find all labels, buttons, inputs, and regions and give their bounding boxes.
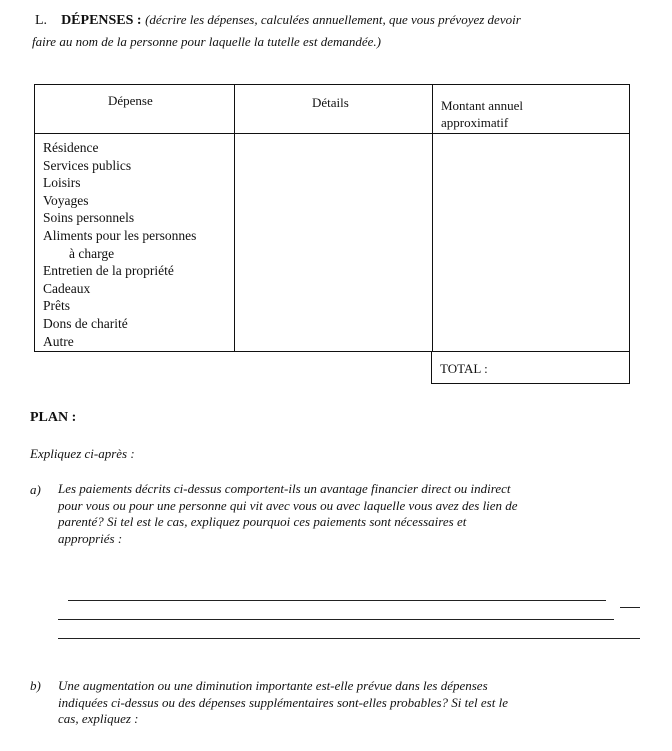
expense-item: Prêts bbox=[43, 298, 70, 314]
plan-title: PLAN : bbox=[30, 410, 77, 425]
expense-item: Résidence bbox=[43, 140, 99, 155]
question-a-text bbox=[58, 481, 638, 547]
details-column bbox=[235, 85, 433, 351]
question-b-line2: indiquées ci-dessus ou des dépenses supplémentaires sont-elles probables? Si tel est le bbox=[58, 694, 508, 710]
question-a-label: a) bbox=[30, 482, 41, 497]
plan-intro: Expliquez ci-après : bbox=[30, 446, 135, 461]
question-a-line4: appropriés : bbox=[58, 530, 123, 546]
answer-line[interactable] bbox=[58, 619, 614, 620]
question-a-line1: Les paiements décrits ci-dessus comportent-ils un avantage financier direct ou indirect bbox=[58, 481, 511, 496]
expense-table bbox=[34, 84, 630, 352]
header-expense: Dépense bbox=[108, 93, 153, 108]
section-title: DÉPENSES : bbox=[61, 13, 142, 28]
answer-line[interactable] bbox=[68, 600, 606, 601]
answer-line[interactable] bbox=[58, 638, 640, 639]
expense-item: Cadeaux bbox=[43, 280, 91, 296]
total-box bbox=[431, 351, 630, 384]
header-details: Détails bbox=[312, 95, 349, 110]
question-a-line2: pour vous ou pour une personne qui vit avec vous ou avec laquelle vous avez des lien de bbox=[58, 497, 518, 513]
section-letter: L. bbox=[35, 13, 48, 28]
section-description-line2: faire au nom de la personne pour laquelle la tutelle est demandée.) bbox=[32, 34, 382, 49]
expense-item: Entretien de la propriété bbox=[43, 263, 174, 279]
header-amount-line1: Montant annuel bbox=[441, 98, 523, 113]
expense-item: Dons de charité bbox=[43, 315, 128, 331]
expense-item: Services publics bbox=[43, 157, 132, 173]
expense-item: Voyages bbox=[43, 192, 89, 208]
expense-item: Aliments pour les personnes bbox=[43, 227, 197, 243]
expense-item: Soins personnels bbox=[43, 210, 135, 226]
question-b-line3: cas, expliquez : bbox=[58, 711, 139, 726]
total-label: TOTAL : bbox=[440, 361, 488, 376]
expense-item-continuation: à charge bbox=[69, 245, 115, 261]
question-a-line3: parenté? Si tel est le cas, expliquez pourquoi ces paiements sont nécessaires et bbox=[58, 514, 467, 529]
section-description-line1: (décrire les dépenses, calculées annuellement, que vous prévoyez devoir bbox=[145, 12, 521, 27]
header-amount-line2: approximatif bbox=[441, 115, 509, 130]
expense-item-list bbox=[43, 139, 196, 350]
header-divider bbox=[35, 133, 629, 134]
answer-line[interactable] bbox=[620, 607, 640, 608]
question-b-label: b) bbox=[30, 678, 41, 693]
question-b-line1: Une augmentation ou une diminution importante est-elle prévue dans les dépenses bbox=[58, 678, 488, 693]
question-b-text bbox=[58, 678, 638, 728]
expense-item: Autre bbox=[43, 333, 74, 349]
expense-item: Loisirs bbox=[43, 175, 81, 191]
section-header bbox=[35, 12, 521, 29]
